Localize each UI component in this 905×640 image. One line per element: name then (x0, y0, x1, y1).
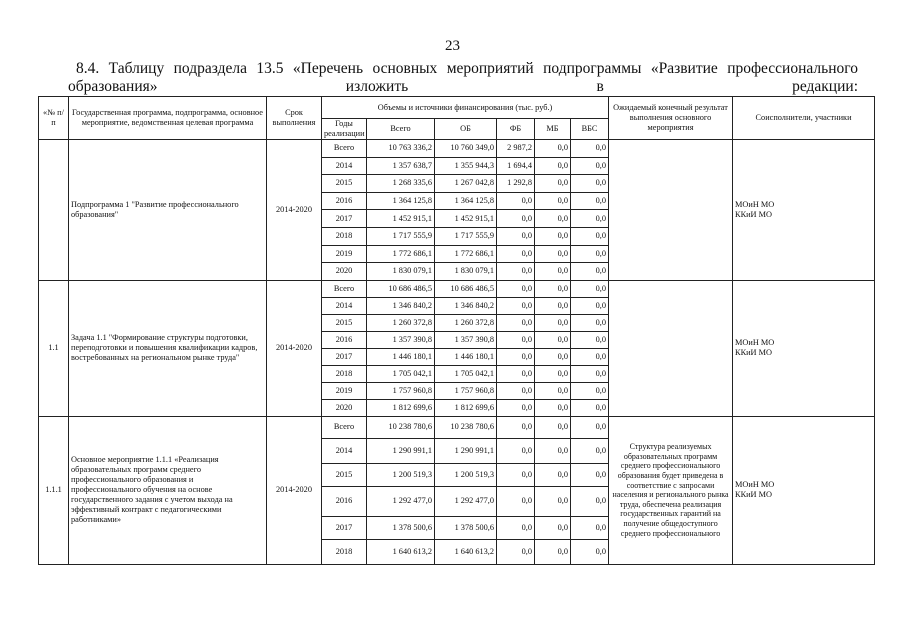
table-row (39, 140, 875, 158)
vbs-cell: 0,0 (571, 157, 609, 175)
vbs-cell: 0,0 (571, 280, 609, 297)
ob-cell: 1 717 555,9 (435, 227, 497, 245)
total-cell: 1 705 042,1 (367, 365, 435, 382)
vbs-cell: 0,0 (571, 539, 609, 564)
total-cell: 1 812 699,6 (367, 399, 435, 416)
executor: ККиИ МО (735, 490, 772, 500)
mb-cell: 0,0 (535, 348, 571, 365)
total-cell: 1 357 638,7 (367, 157, 435, 175)
year-cell: 2015 (322, 314, 367, 331)
total-cell: 1 717 555,9 (367, 227, 435, 245)
header-num: «№ п/п (39, 97, 69, 140)
vbs-cell: 0,0 (571, 348, 609, 365)
fb-cell: 0,0 (497, 365, 535, 382)
ob-cell: 1 357 390,8 (435, 331, 497, 348)
fb-cell: 0,0 (497, 280, 535, 297)
year-cell: 2016 (322, 192, 367, 210)
year-cell: 2014 (322, 157, 367, 175)
vbs-cell: 0,0 (571, 382, 609, 399)
fb-cell: 0,0 (497, 245, 535, 263)
fb-cell: 1 694,4 (497, 157, 535, 175)
fb-cell: 0,0 (497, 486, 535, 516)
vbs-cell: 0,0 (571, 192, 609, 210)
executor: МОиН МО (735, 480, 775, 490)
vbs-cell: 0,0 (571, 399, 609, 416)
fb-cell: 0,0 (497, 192, 535, 210)
fb-cell: 0,0 (497, 382, 535, 399)
year-cell: 2014 (322, 297, 367, 314)
mb-cell: 0,0 (535, 416, 571, 438)
executor: МОиН МО (735, 338, 775, 348)
program-name: Основное мероприятие 1.1.1 «Реализация образовательных программ среднего профессионального образования и профессионального обучения на основе государственного задания с учетом выхода на эффективный контракт с педагогическими работниками» (69, 416, 267, 564)
vbs-cell: 0,0 (571, 331, 609, 348)
total-cell: 1 830 079,1 (367, 263, 435, 281)
year-cell: 2015 (322, 463, 367, 486)
total-cell: 10 686 486,5 (367, 280, 435, 297)
vbs-cell: 0,0 (571, 438, 609, 463)
mb-cell: 0,0 (535, 539, 571, 564)
executor: ККиИ МО (735, 348, 772, 358)
total-cell: 1 268 335,6 (367, 175, 435, 193)
total-cell: 1 200 519,3 (367, 463, 435, 486)
row-number: 1.1.1 (39, 416, 69, 564)
year-cell: 2015 (322, 175, 367, 193)
mb-cell: 0,0 (535, 210, 571, 228)
header-mb: МБ (535, 119, 571, 140)
term: 2014-2020 (267, 280, 322, 416)
header-ob: ОБ (435, 119, 497, 140)
mb-cell: 0,0 (535, 486, 571, 516)
expected-result (609, 280, 733, 416)
row-number: 1.1 (39, 280, 69, 416)
fb-cell: 0,0 (497, 210, 535, 228)
program-name: Подпрограмма 1 "Развитие профессионального образования" (69, 140, 267, 281)
vbs-cell: 0,0 (571, 245, 609, 263)
year-cell: 2018 (322, 539, 367, 564)
program-name: Задача 1.1 "Формирование структуры подготовки, переподготовки и повышения квалификации кадров, востребованных на региональном рынке труда" (69, 280, 267, 416)
ob-cell: 1 772 686,1 (435, 245, 497, 263)
fb-cell: 1 292,8 (497, 175, 535, 193)
table-body (39, 140, 875, 565)
ob-cell: 1 346 840,2 (435, 297, 497, 314)
ob-cell: 1 260 372,8 (435, 314, 497, 331)
total-cell: 1 452 915,1 (367, 210, 435, 228)
ob-cell: 1 640 613,2 (435, 539, 497, 564)
ob-cell: 1 267 042,8 (435, 175, 497, 193)
mb-cell: 0,0 (535, 280, 571, 297)
executors (733, 140, 875, 281)
mb-cell: 0,0 (535, 399, 571, 416)
ob-cell: 1 378 500,6 (435, 516, 497, 539)
year-cell: 2017 (322, 516, 367, 539)
vbs-cell: 0,0 (571, 263, 609, 281)
fb-cell: 0,0 (497, 227, 535, 245)
mb-cell: 0,0 (535, 227, 571, 245)
vbs-cell: 0,0 (571, 210, 609, 228)
fb-cell: 0,0 (497, 539, 535, 564)
vbs-cell: 0,0 (571, 365, 609, 382)
ob-cell: 1 452 915,1 (435, 210, 497, 228)
ob-cell: 1 292 477,0 (435, 486, 497, 516)
vbs-cell: 0,0 (571, 486, 609, 516)
total-cell: 1 446 180,1 (367, 348, 435, 365)
vbs-cell: 0,0 (571, 297, 609, 314)
total-cell: 1 640 613,2 (367, 539, 435, 564)
ob-cell: 10 686 486,5 (435, 280, 497, 297)
vbs-cell: 0,0 (571, 463, 609, 486)
header-result: Ожидаемый конечный результат выполнения основного мероприятия (609, 97, 733, 140)
executor: ККиИ МО (735, 209, 772, 219)
year-cell: 2018 (322, 227, 367, 245)
year-cell: 2018 (322, 365, 367, 382)
mb-cell: 0,0 (535, 438, 571, 463)
vbs-cell: 0,0 (571, 175, 609, 193)
ob-cell: 10 760 349,0 (435, 140, 497, 158)
total-cell: 1 378 500,6 (367, 516, 435, 539)
executors (733, 416, 875, 564)
total-cell: 1 772 686,1 (367, 245, 435, 263)
fb-cell: 0,0 (497, 399, 535, 416)
ob-cell: 1 812 699,6 (435, 399, 497, 416)
expected-result: Структура реализуемых образовательных программ среднего профессионального образования будет приведена в соответствие с запросами населения и регионального рынка труда, обеспечена реализация государственных гарантий на получение общедоступного среднего профессионального (609, 416, 733, 564)
ob-cell: 1 290 991,1 (435, 438, 497, 463)
year-cell: 2019 (322, 382, 367, 399)
mb-cell: 0,0 (535, 365, 571, 382)
fb-cell: 0,0 (497, 463, 535, 486)
activities-table (38, 96, 875, 565)
fb-cell: 0,0 (497, 516, 535, 539)
mb-cell: 0,0 (535, 516, 571, 539)
fb-cell: 0,0 (497, 314, 535, 331)
term: 2014-2020 (267, 416, 322, 564)
total-cell: 1 290 991,1 (367, 438, 435, 463)
total-cell: 1 357 390,8 (367, 331, 435, 348)
ob-cell: 1 364 125,8 (435, 192, 497, 210)
year-cell: 2020 (322, 263, 367, 281)
row-number (39, 140, 69, 281)
fb-cell: 2 987,2 (497, 140, 535, 158)
year-cell: 2017 (322, 348, 367, 365)
fb-cell: 0,0 (497, 331, 535, 348)
header-vbs: ВБС (571, 119, 609, 140)
fb-cell: 0,0 (497, 348, 535, 365)
total-cell: 10 763 336,2 (367, 140, 435, 158)
mb-cell: 0,0 (535, 192, 571, 210)
fb-cell: 0,0 (497, 416, 535, 438)
document-heading: 8.4. Таблицу подраздела 13.5 «Перечень основных мероприятий подпрограммы «Развитие профессионального образования» изложить в редакции: (68, 60, 858, 95)
vbs-cell: 0,0 (571, 140, 609, 158)
year-cell: 2016 (322, 486, 367, 516)
header-term: Срок выполнения (267, 97, 322, 140)
total-cell: 1 364 125,8 (367, 192, 435, 210)
header-years: Годы реализации (322, 119, 367, 140)
vbs-cell: 0,0 (571, 416, 609, 438)
executors (733, 280, 875, 416)
mb-cell: 0,0 (535, 263, 571, 281)
executor: МОиН МО (735, 199, 775, 209)
mb-cell: 0,0 (535, 140, 571, 158)
year-cell: 2019 (322, 245, 367, 263)
vbs-cell: 0,0 (571, 516, 609, 539)
mb-cell: 0,0 (535, 297, 571, 314)
vbs-cell: 0,0 (571, 314, 609, 331)
expected-result (609, 140, 733, 281)
mb-cell: 0,0 (535, 331, 571, 348)
mb-cell: 0,0 (535, 382, 571, 399)
ob-cell: 1 355 944,3 (435, 157, 497, 175)
header-total: Всего (367, 119, 435, 140)
header-funding-group: Объемы и источники финансирования (тыс. руб.) (322, 97, 609, 119)
table-row (39, 280, 875, 297)
year-cell: 2016 (322, 331, 367, 348)
mb-cell: 0,0 (535, 157, 571, 175)
header-name: Государственная программа, подпрограмма, основное мероприятие, ведомственная целевая программа (69, 97, 267, 140)
ob-cell: 1 446 180,1 (435, 348, 497, 365)
total-cell: 1 757 960,8 (367, 382, 435, 399)
ob-cell: 10 238 780,6 (435, 416, 497, 438)
year-cell: 2017 (322, 210, 367, 228)
fb-cell: 0,0 (497, 263, 535, 281)
ob-cell: 1 757 960,8 (435, 382, 497, 399)
year-cell: Всего (322, 140, 367, 158)
fb-cell: 0,0 (497, 438, 535, 463)
header-fb: ФБ (497, 119, 535, 140)
total-cell: 1 346 840,2 (367, 297, 435, 314)
ob-cell: 1 830 079,1 (435, 263, 497, 281)
table-row (39, 416, 875, 438)
mb-cell: 0,0 (535, 314, 571, 331)
vbs-cell: 0,0 (571, 227, 609, 245)
mb-cell: 0,0 (535, 245, 571, 263)
header-executors: Соисполнители, участники (733, 97, 875, 140)
total-cell: 10 238 780,6 (367, 416, 435, 438)
year-cell: Всего (322, 280, 367, 297)
page-number: 23 (445, 38, 460, 54)
year-cell: 2014 (322, 438, 367, 463)
total-cell: 1 292 477,0 (367, 486, 435, 516)
ob-cell: 1 200 519,3 (435, 463, 497, 486)
year-cell: Всего (322, 416, 367, 438)
year-cell: 2020 (322, 399, 367, 416)
term: 2014-2020 (267, 140, 322, 281)
ob-cell: 1 705 042,1 (435, 365, 497, 382)
mb-cell: 0,0 (535, 175, 571, 193)
mb-cell: 0,0 (535, 463, 571, 486)
total-cell: 1 260 372,8 (367, 314, 435, 331)
fb-cell: 0,0 (497, 297, 535, 314)
